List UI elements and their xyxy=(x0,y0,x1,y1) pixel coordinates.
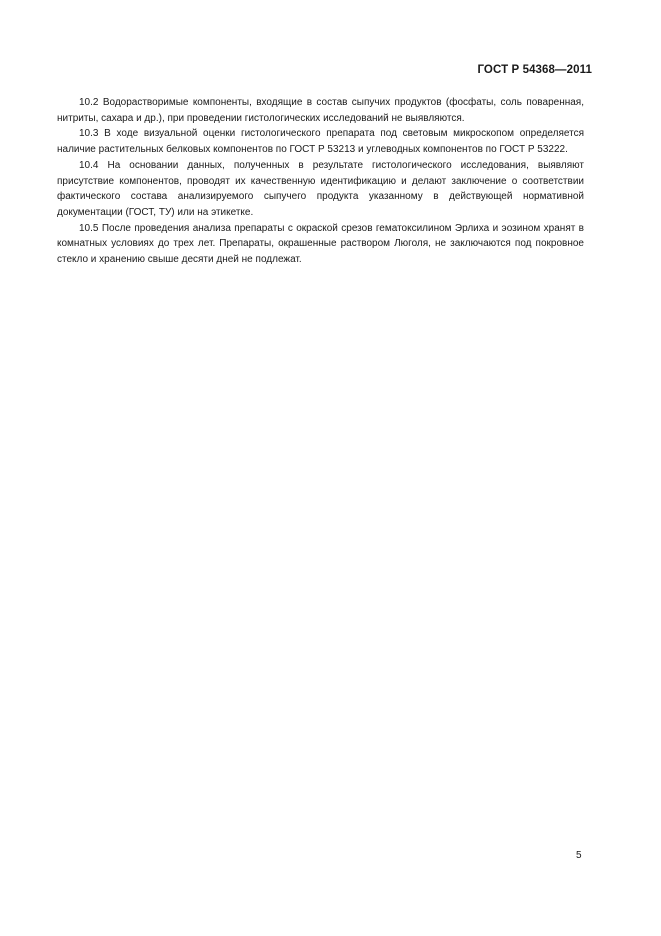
paragraph-10-3: 10.3 В ходе визуальной оценки гистологического препарата под световым микроскопом определяется наличие растительных белковых компонентов по ГОСТ Р 53213 и углеводных компонентов по ГОСТ Р 53222. xyxy=(57,128,584,156)
paragraph-10-4: 10.4 На основании данных, полученных в результате гистологического исследования, выявляют присутствие компонентов, проводят их качественную идентификацию и делают заключение о соответствии фактического состава анализируемого сыпучего продукта указанному в действующей нормативной документации (ГОСТ, ТУ) или на этикетке. xyxy=(57,159,584,218)
paragraph-10-2: 10.2 Водорастворимые компоненты, входящие в состав сыпучих продуктов (фосфаты, соль поваренная, нитриты, сахара и др.), при проведении гистологических исследований не выявляются. xyxy=(57,97,584,124)
document-body xyxy=(57,95,584,268)
paragraph-10-5: 10.5 После проведения анализа препараты с окраской срезов гематоксилином Эрлиха и эозином хранят в комнатных условиях до трех лет. Препараты, окрашенные раствором Люголя, не заключаются под покровное стекло и хранению свыше десяти дней не подлежат. xyxy=(57,222,584,266)
page-number: 5 xyxy=(576,850,582,861)
standard-header: ГОСТ Р 54368—2011 xyxy=(477,64,592,76)
